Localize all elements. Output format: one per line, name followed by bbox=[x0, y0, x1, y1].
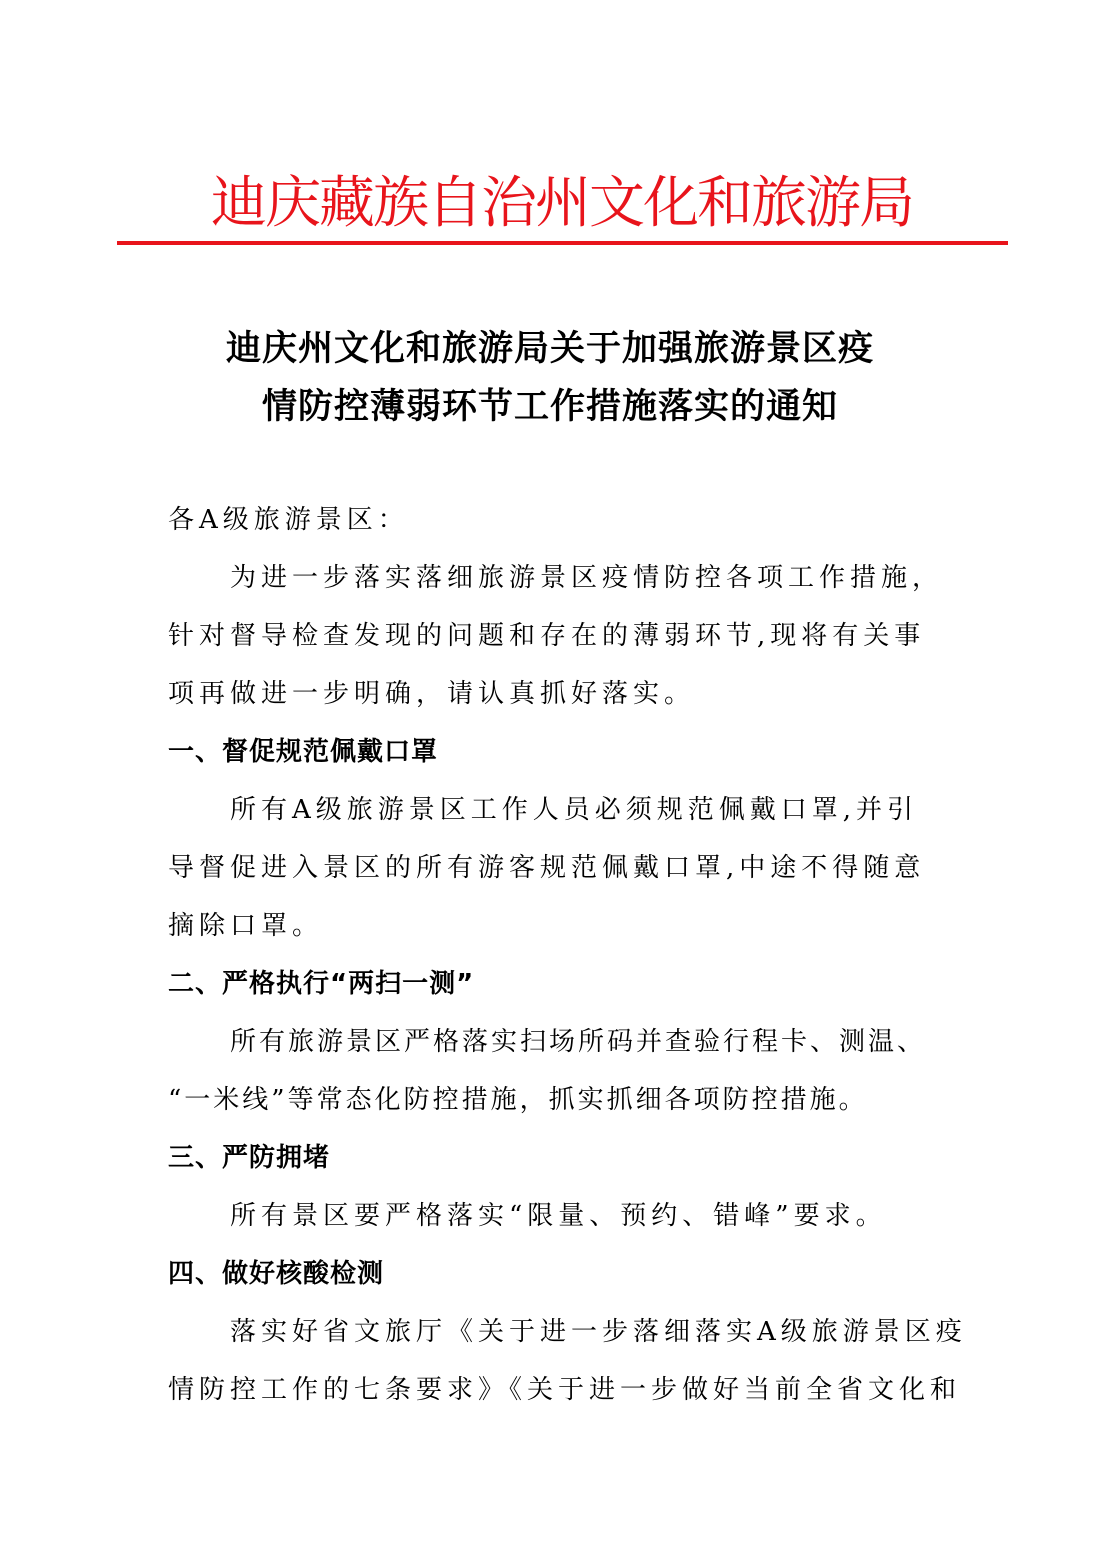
section-4-line-2: 情防控工作的七条要求》《关于进一步做好当前全省文化和 bbox=[168, 1375, 962, 1405]
section-heading-3: 三、严防拥堵 bbox=[168, 1143, 331, 1173]
intro-line-3: 项再做进一步明确，请认真抓好落实。 bbox=[168, 679, 696, 709]
section-2-line-1: 所有旅游景区严格落实扫场所码并查验行程卡、测温、 bbox=[230, 1027, 927, 1057]
masthead-red-rule bbox=[117, 241, 1008, 245]
document-title-line-2: 情防控薄弱环节工作措施落实的通知 bbox=[261, 386, 838, 427]
section-heading-4: 四、做好核酸检测 bbox=[168, 1259, 385, 1289]
section-3-line-1: 所有景区要严格落实“限量、预约、错峰”要求。 bbox=[230, 1201, 887, 1231]
document-title bbox=[150, 320, 950, 436]
section-1-line-1: 所有A级旅游景区工作人员必须规范佩戴口罩,并引 bbox=[230, 795, 919, 825]
intro-line-2: 针对督导检查发现的问题和存在的薄弱环节,现将有关事 bbox=[168, 621, 926, 651]
section-heading-2: 二、严格执行“两扫一测” bbox=[168, 969, 475, 999]
salutation: 各A级旅游景区： bbox=[168, 505, 409, 535]
section-2-line-2: “一米线”等常态化防控措施，抓实抓细各项防控措施。 bbox=[168, 1085, 868, 1115]
section-4-line-1: 落实好省文旅厅《关于进一步落细落实A级旅游景区疫 bbox=[230, 1317, 967, 1347]
masthead-title: 迪庆藏族自治州文化和旅游局 bbox=[211, 171, 913, 236]
intro-line-1: 为进一步落实落细旅游景区疫情防控各项工作措施， bbox=[230, 563, 944, 593]
section-heading-1: 一、督促规范佩戴口罩 bbox=[168, 737, 439, 767]
document-body bbox=[168, 491, 967, 1419]
section-1-line-2: 导督促进入景区的所有游客规范佩戴口罩,中途不得随意 bbox=[168, 853, 926, 883]
section-1-line-3: 摘除口罩。 bbox=[168, 911, 324, 941]
document-title-line-1: 迪庆州文化和旅游局关于加强旅游景区疫 bbox=[225, 328, 874, 369]
